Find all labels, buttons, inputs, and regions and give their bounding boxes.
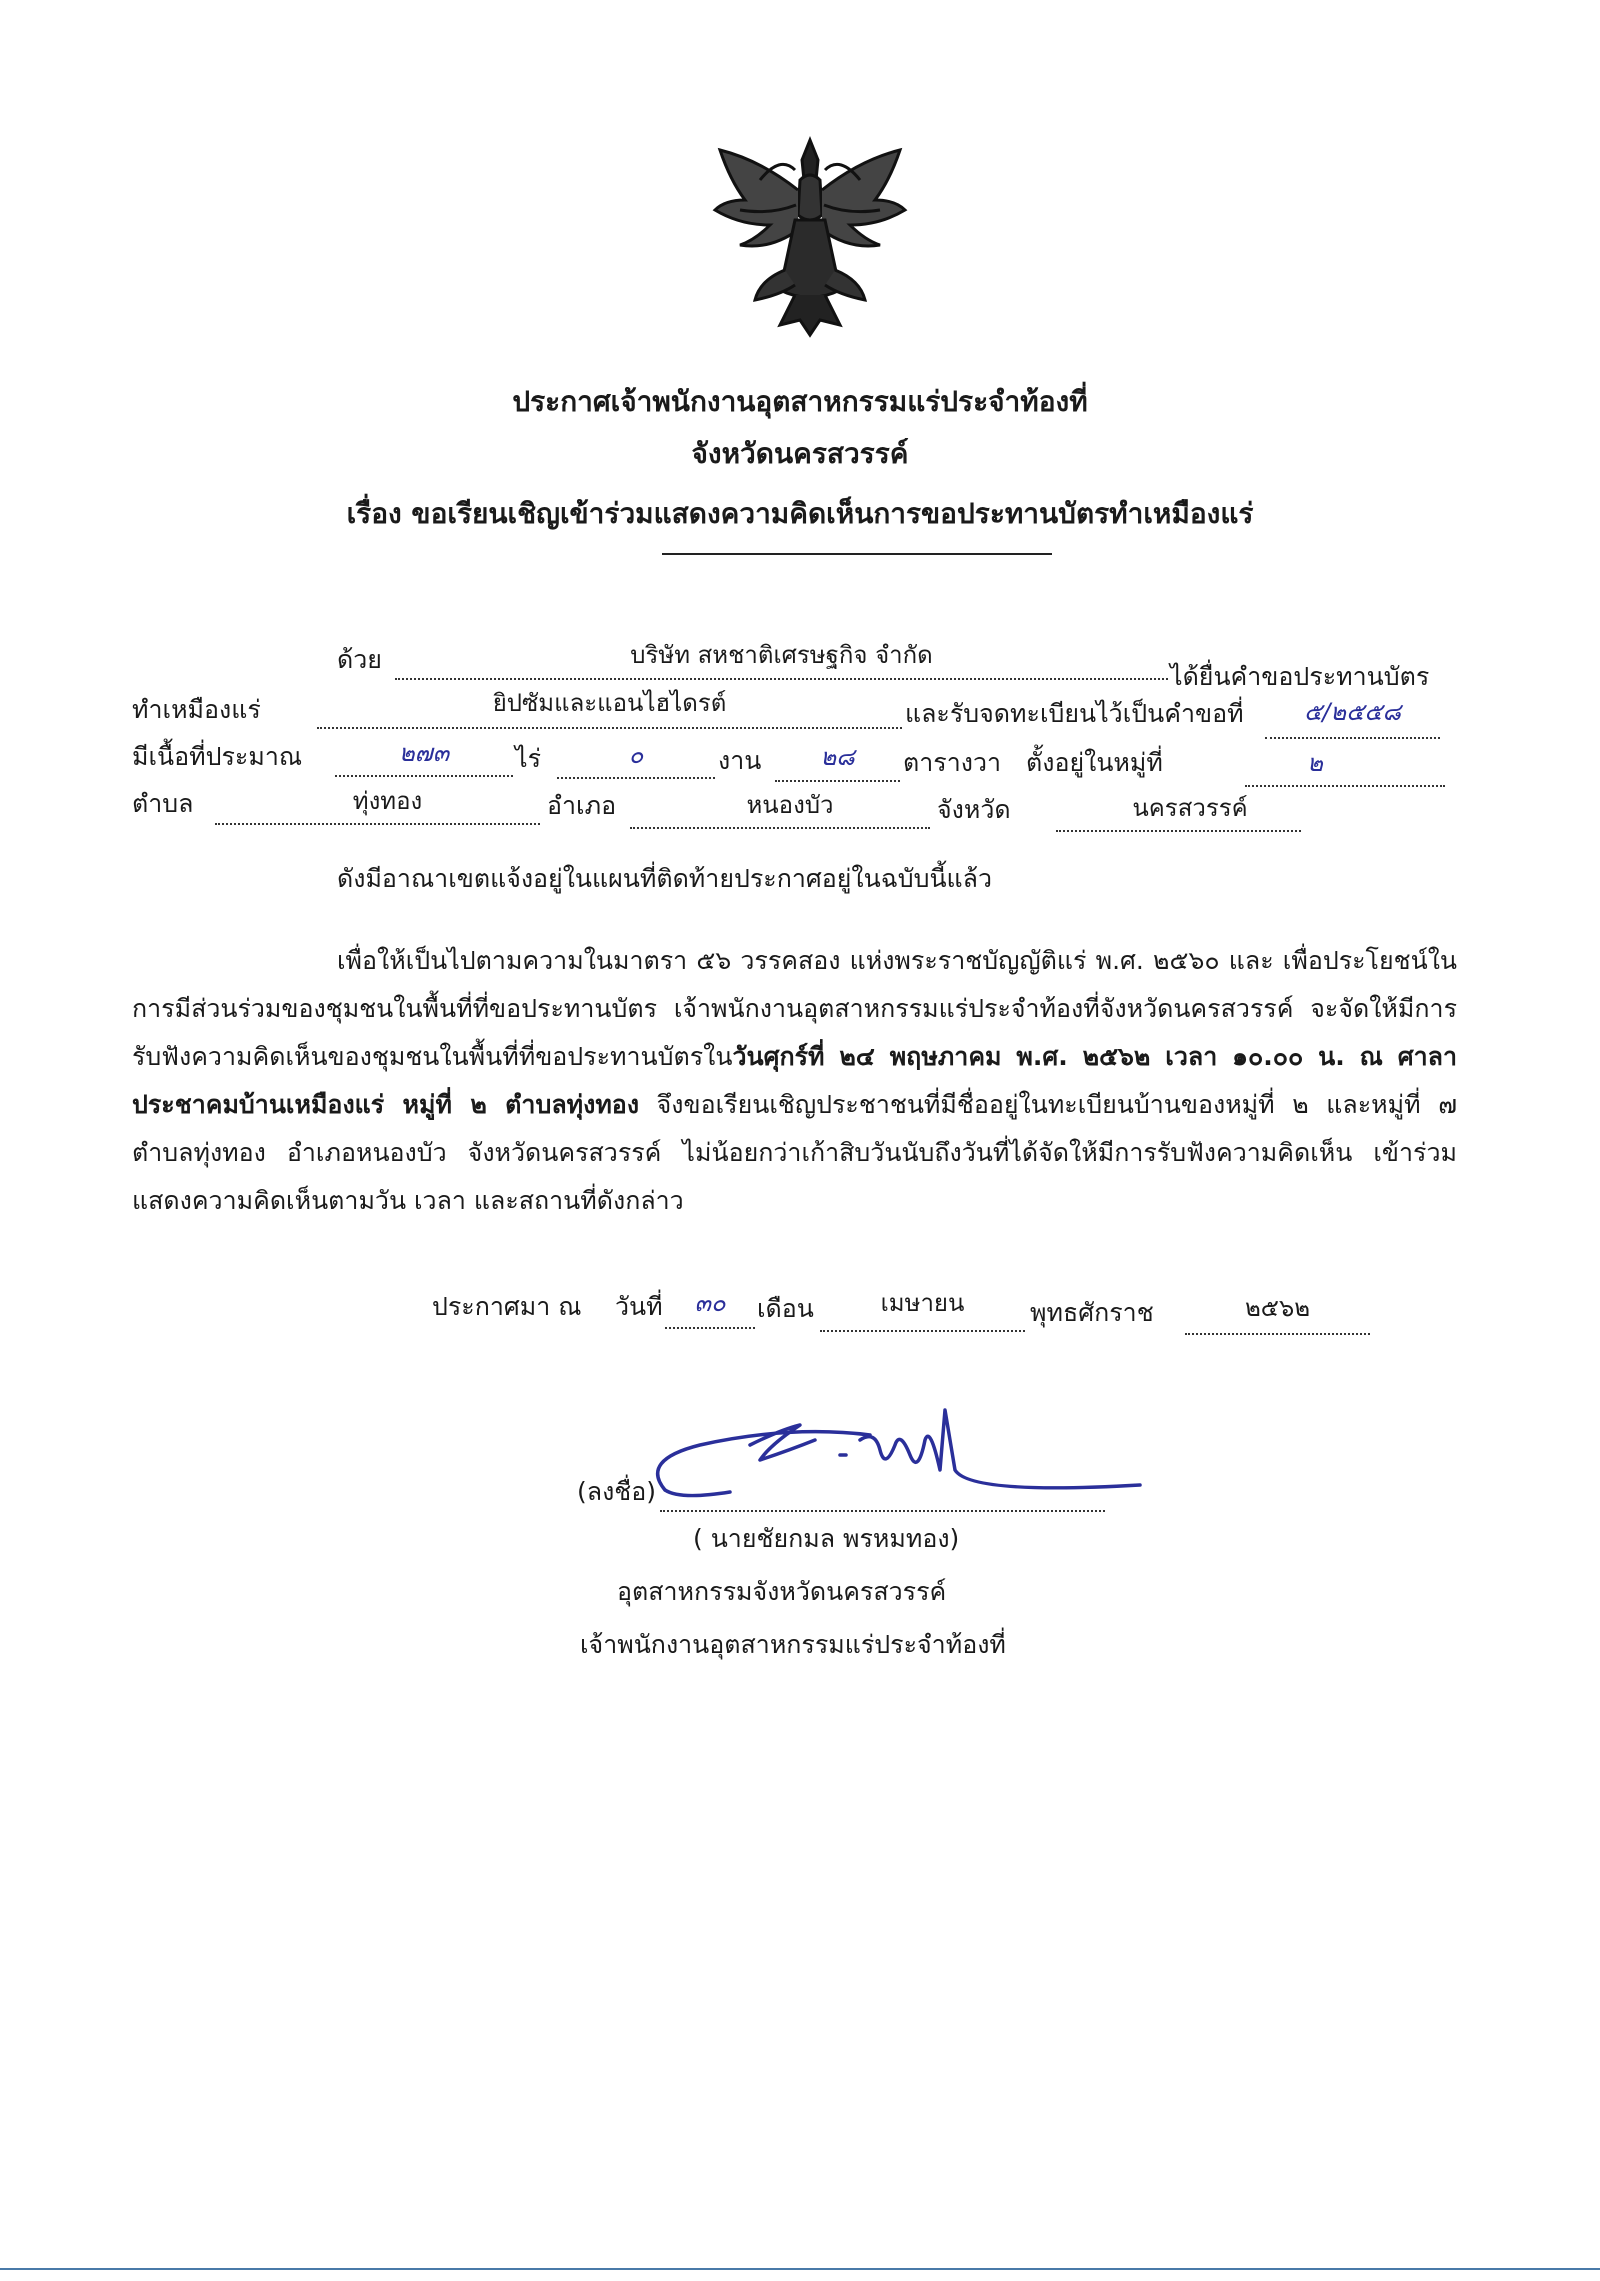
day-value: ๓๐ [694,1289,726,1317]
label-by: ด้วย [337,645,382,674]
label-amphoe: อำเภอ [547,791,617,820]
header-subject: เรื่อง ขอเรียนเชิญเข้าร่วมแสดงความคิดเห็นการขอประทานบัตรทำเหมืองแร่ [346,497,1254,530]
header-underline [662,553,1052,555]
year-value: ๒๕๖๒ [1244,1294,1311,1322]
body-text-start: เพื่อให้เป็นไปตามความในมาตรา ๕๖ วรรคสอง แห่งพระราชบัญญัติแร่ พ.ศ. ๒๕๖๐ และ เพื่อประโยชน์ในการมีส่วนร่วมของชุมชนในพื้นที่ที่ขอประทานบัตร เจ้าพนักงานอุตสาหกรรมแร่ประจำท้องที่จังหวัดนครสวรรค์ จะจัดให้มีการรับฟังความคิดเห็นของชุมชนในพื้นที่ที่ขอประทานบัตรใน [132,946,1457,1071]
label-day: วันที่ [615,1292,663,1321]
label-mining: ทำเหมืองแร่ [132,695,261,724]
label-tambon: ตำบล [132,789,194,818]
label-year: พุทธศักราช [1030,1298,1154,1327]
tambon-value: ทุ่งทอง [352,787,423,815]
signatory-name: ( นายชัยกมล พรหมทอง) [693,1524,960,1553]
label-announce-at: ประกาศมา ณ [432,1292,582,1321]
boundary-note: ดังมีอาณาเขตแจ้งอยู่ในแผนที่ติดท้ายประกาศอยู่ในฉบับนี้แล้ว [337,864,993,893]
body-text-bold: วันศุกร์ที่ ๒๔ พฤษภาคม พ.ศ. ๒๕๖๒ เวลา ๑๐.๐๐ น. ณ ศาลาประชาคมบ้านเหมืองแร่ หมู่ที่ ๒ ตำบลทุ่งทอง [132,1042,1457,1119]
label-ngan: งาน [718,746,762,775]
scan-bottom-edge [0,2268,1600,2270]
ngan-value: ๐ [628,741,644,769]
label-sign: (ลงชื่อ) [577,1477,657,1506]
handwritten-signature [640,1400,1160,1510]
signatory-position-1: อุตสาหกรรมจังหวัดนครสวรรค์ [617,1577,947,1606]
village-value: ๒ [1307,749,1323,777]
header-title-line2: จังหวัดนครสวรรค์ [691,437,909,470]
garuda-emblem-icon [700,120,920,350]
label-area: มีเนื้อที่ประมาณ [132,742,303,771]
province-value: นครสวรรค์ [1132,794,1248,822]
month-value: เมษายน [880,1289,965,1317]
label-rai: ไร่ [515,744,542,773]
header-title-line1: ประกาศเจ้าพนักงานอุตสาหกรรมแร่ประจำท้องที่ [512,385,1088,418]
label-wah: ตารางวา [903,748,1002,777]
wah-value: ๒๘ [820,743,855,771]
request-number: ๕/๒๕๕๘ [1304,698,1401,726]
label-month: เดือน [757,1294,814,1323]
amphoe-value: หนองบัว [746,791,834,819]
rai-value: ๒๗๓ [398,739,450,767]
signatory-position-2: เจ้าพนักงานอุตสาหกรรมแร่ประจำท้องที่ [580,1630,1006,1659]
label-registered: และรับจดทะเบียนไว้เป็นคำขอที่ [905,699,1244,728]
mineral-name: ยิปซัมและแอนไฮไดรต์ [492,689,727,717]
label-province: จังหวัด [937,795,1011,824]
label-applied: ได้ยื่นคำขอประทานบัตร [1170,662,1430,691]
body-paragraph [132,937,1457,1225]
label-village: ตั้งอยู่ในหมู่ที่ [1026,748,1163,777]
body-text-end: จึงขอเรียนเชิญประชาชนที่มีชื่ออยู่ในทะเบียนบ้านของหมู่ที่ ๒ และหมู่ที่ ๗ ตำบลทุ่งทอง อำเภอหนองบัว จังหวัดนครสวรรค์ ไม่น้อยกว่าเก้าสิบวันนับถึงวันที่ได้จัดให้มีการรับฟังความคิดเห็น เข้าร่วมแสดงความคิดเห็นตามวัน เวลา และสถานที่ดังกล่าว [132,1090,1457,1215]
company-name: บริษัท สหชาติเศรษฐกิจ จำกัด [630,641,933,669]
